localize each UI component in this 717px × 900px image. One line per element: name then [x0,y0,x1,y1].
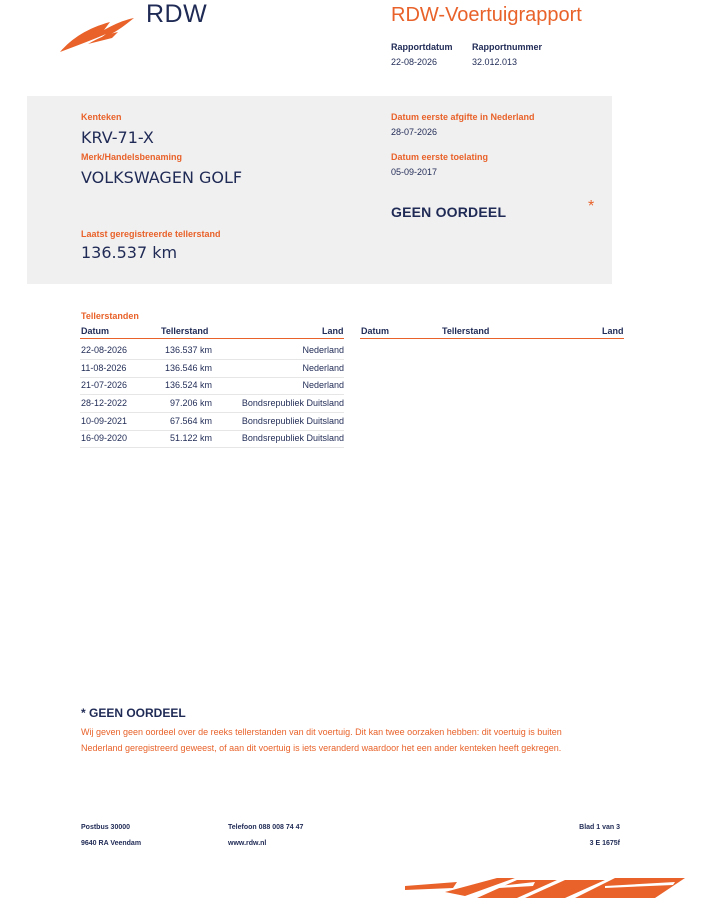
table-header-rule [80,338,344,339]
rdw-stripes-icon [405,876,695,900]
kenteken-label: Kenteken [81,112,122,122]
table-header-rule-right [360,338,624,339]
footer-blad: Blad 1 van 3 [579,824,620,831]
teller-label: Laatst geregistreerde tellerstand [81,229,221,239]
rapportnummer-value: 32.012.013 [472,57,518,67]
row-datum: 11-08-2026 [81,363,127,373]
col-tellerstand-header-right: Tellerstand [442,326,490,336]
footer-adres: 9640 RA Veendam [81,840,142,847]
col-land-header: Land [322,326,344,336]
row-land: Bondsrepubliek Duitsland [241,398,344,408]
footer-code: 3 E 1675f [589,840,620,847]
col-datum-header: Datum [81,326,110,336]
row-land: Nederland [302,380,344,390]
row-datum: 28-12-2022 [81,398,128,408]
kenteken-value: KRV-71-X [81,128,154,147]
row-tellerstand: 136.546 km [164,363,212,373]
note-title: * GEEN OORDEEL [81,706,186,720]
note-text: Wij geven geen oordeel over de reeks tellerstanden van dit voertuig. Dit kan twee oorzaken hebben: dit voertuig is buiten Nederland geregistreerd geweest, of aan dit voertuig is iets veranderd waardoor het een ander kenteken heeft gekregen. [81,727,562,753]
table-row [80,413,344,431]
verdict-badge: GEEN OORDEEL [391,204,507,220]
row-tellerstand: 136.524 km [164,380,212,390]
footer-postbus: Postbus 30000 [81,824,131,831]
row-tellerstand: 51.122 km [169,433,212,443]
teller-value: 136.537 km [81,243,178,262]
table-row [80,342,344,360]
table-row [80,360,344,378]
afgifte-label: Datum eerste afgifte in Nederland [391,112,535,122]
table-row [80,377,344,395]
row-datum: 22-08-2026 [81,345,128,355]
afgifte-value: 28-07-2026 [391,127,438,137]
report-title: RDW-Voertuigrapport [391,4,582,26]
row-land: Nederland [302,363,344,373]
rapportdatum-value: 22-08-2026 [391,57,438,67]
row-tellerstand: 136.537 km [164,345,212,355]
rapportdatum-label: Rapportdatum [391,42,453,52]
row-land: Bondsrepubliek Duitsland [241,416,344,426]
table-row [80,430,344,448]
col-tellerstand-header: Tellerstand [161,326,209,336]
row-tellerstand: 97.206 km [169,398,212,408]
merk-label: Merk/Handelsbenaming [81,152,183,162]
rapportnummer-label: Rapportnummer [472,42,543,52]
col-land-header-right: Land [602,326,624,336]
toelating-label: Datum eerste toelating [391,152,489,162]
row-tellerstand: 67.564 km [169,416,212,426]
table-row [80,395,344,413]
row-datum: 10-09-2021 [81,416,128,426]
rdw-logo-icon [58,14,136,54]
row-datum: 21-07-2026 [81,380,128,390]
row-land: Nederland [302,345,344,355]
brand-name: RDW [146,0,208,28]
toelating-value: 05-09-2017 [391,167,438,177]
verdict-asterisk: * [588,198,595,215]
row-datum: 16-09-2020 [81,433,128,443]
tellerstanden-title: Tellerstanden [81,311,139,321]
footer-website: www.rdw.nl [228,840,267,847]
footer-telefoon: Telefoon 088 008 74 47 [228,824,304,831]
merk-value: VOLKSWAGEN GOLF [81,168,243,187]
row-land: Bondsrepubliek Duitsland [241,433,344,443]
col-datum-header-right: Datum [361,326,390,336]
